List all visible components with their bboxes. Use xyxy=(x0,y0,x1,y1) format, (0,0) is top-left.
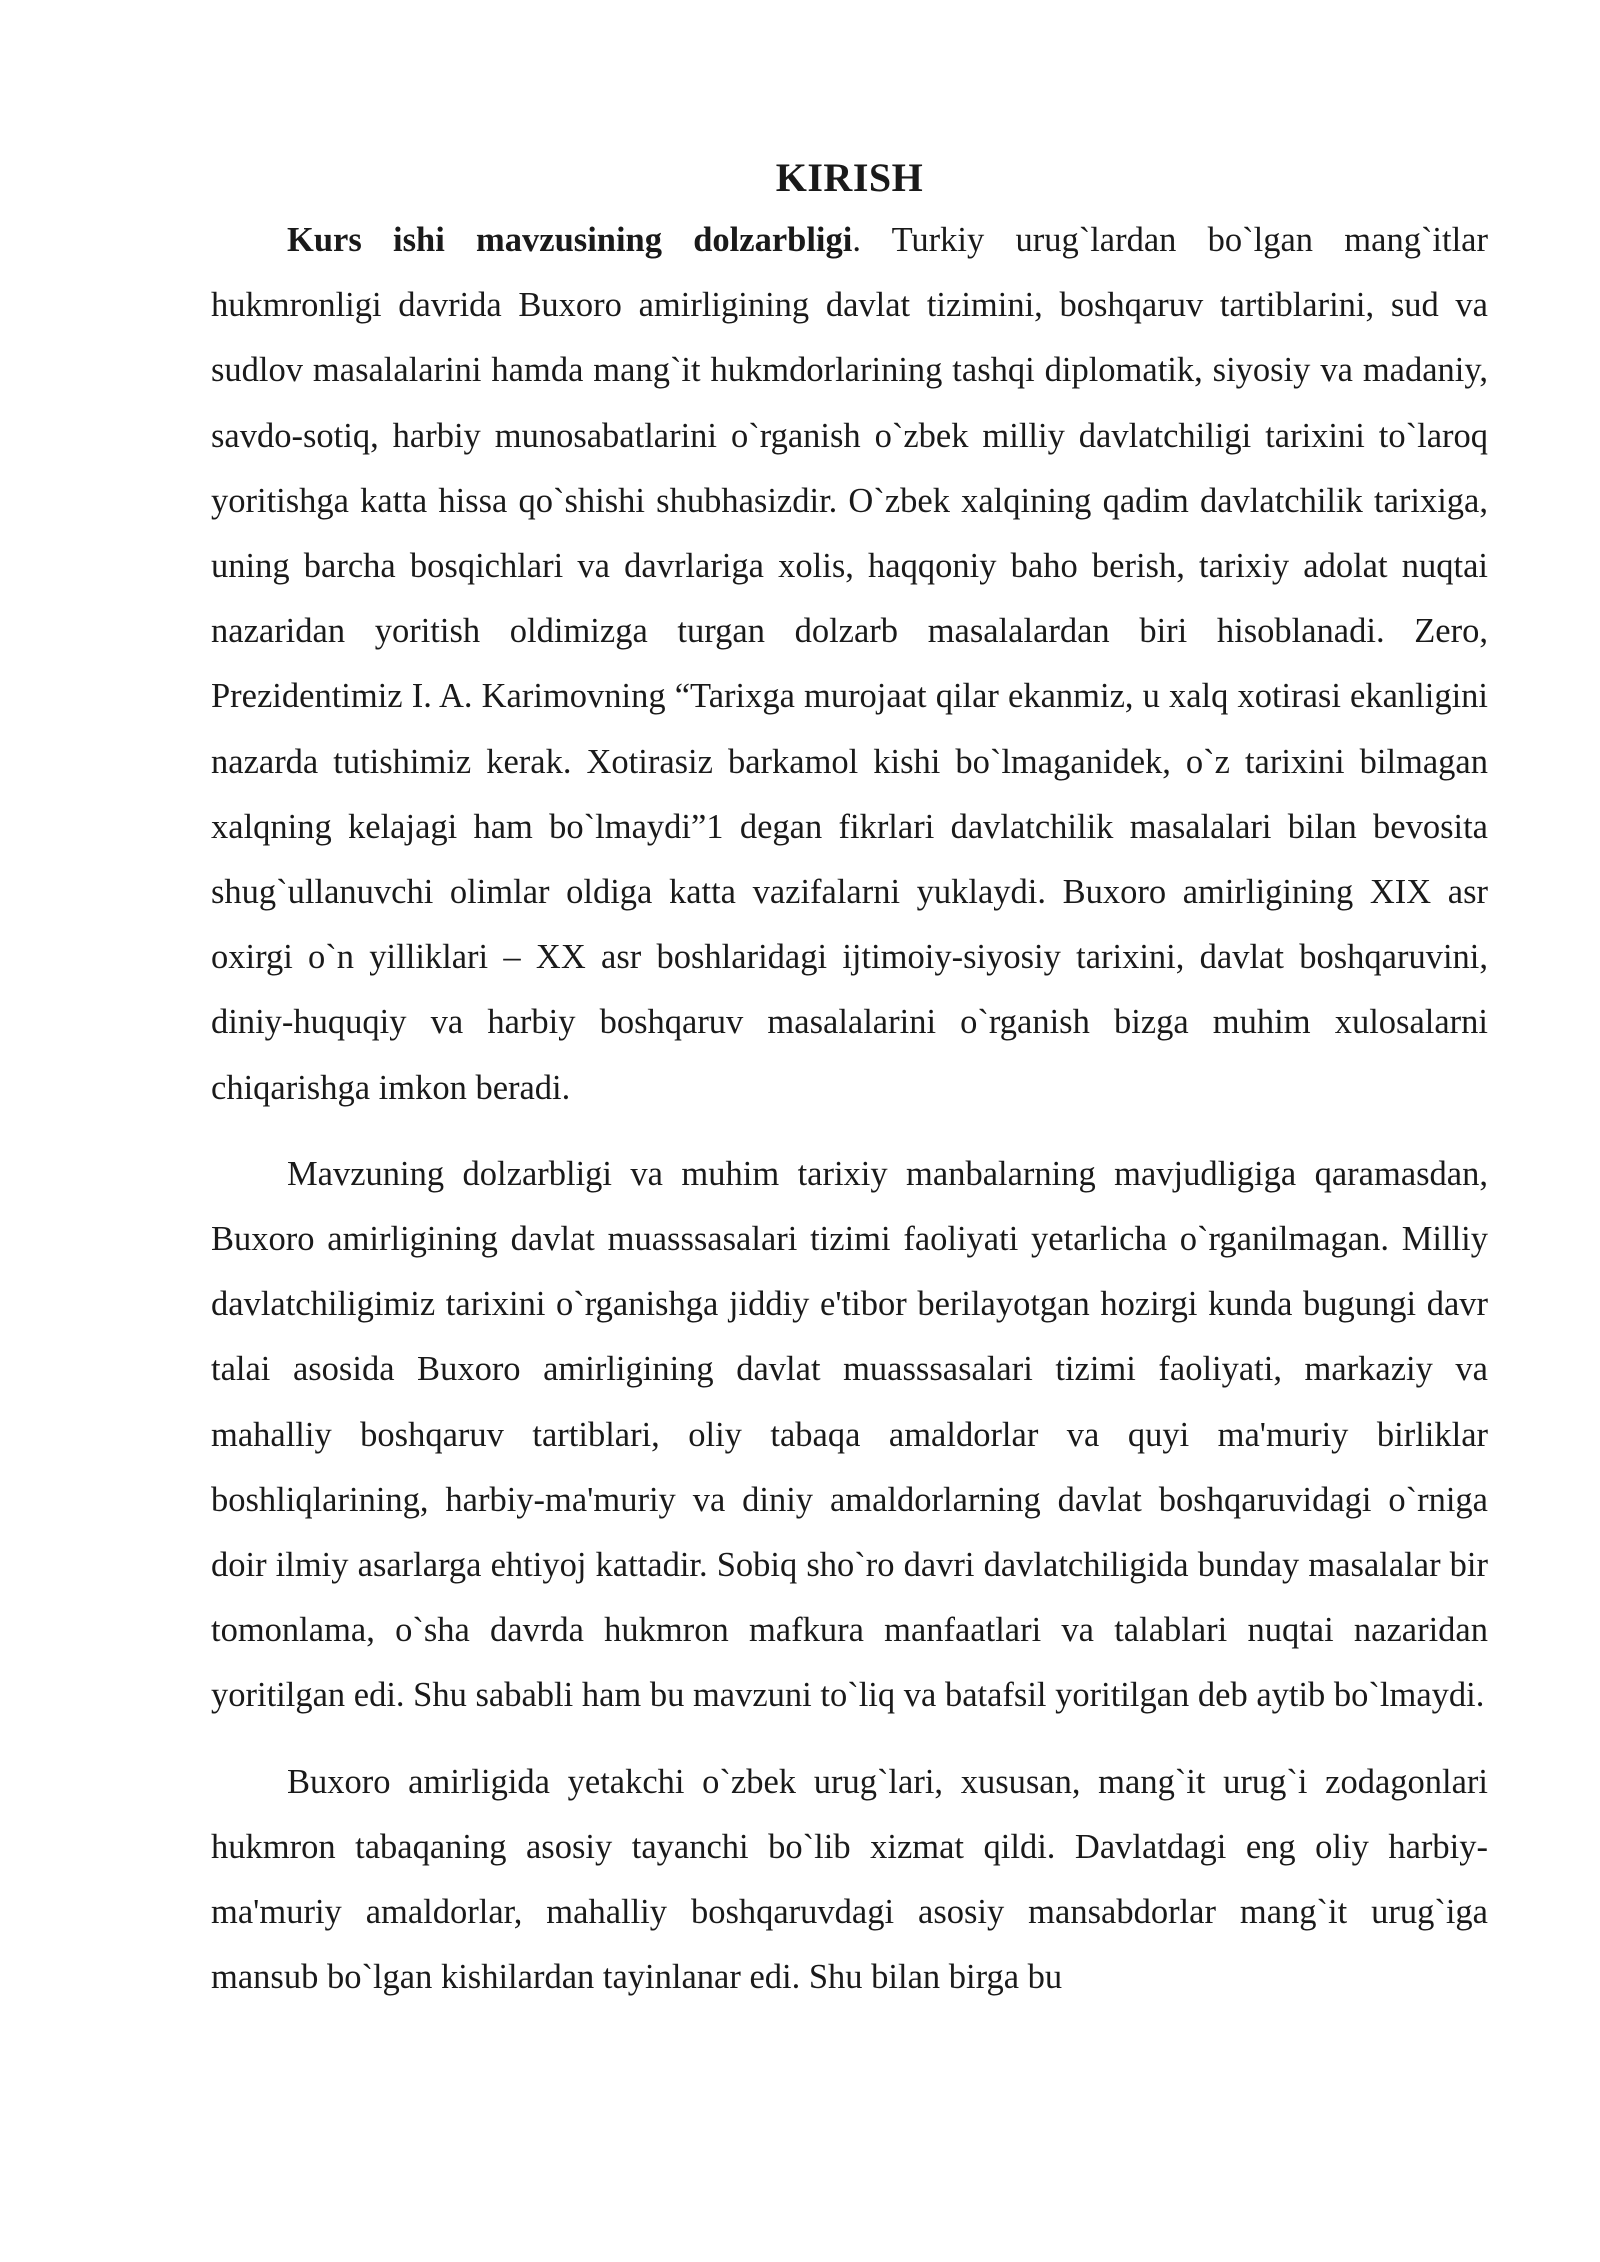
paragraph-lead: Kurs ishi mavzusining dolzarbligi xyxy=(287,221,853,259)
section-heading: KIRISH xyxy=(775,155,924,200)
paragraph-relevance xyxy=(211,208,1488,1121)
paragraph-text: . Turkiy urug`lardan bo`lgan mang`itlar hukmronligi davrida Buxoro amirligining davlat tizimini, boshqaruv tartiblarini, sud va sudlov masalalarini hamda mang`it hukmdorlarining tashqi diplomatik, siyosiy va madaniy, savdo-sotiq, harbiy munosabatlarini o`rganish o`zbek milliy davlatchiligi tarixini to`laroq yoritishga katta hissa qo`shishi shubhasizdir. O`zbek xalqining qadim davlatchilik tarixiga, uning barcha bosqichlari va davrlariga xolis, haqqoniy baho berish, tarixiy adolat nuqtai nazaridan yoritish oldimizga turgan dolzarb masalalardan biri hisoblanadi. Zero, Prezidentimiz I. A. Karimovning “Tarixga murojaat qilar ekanmiz, u xalq xotirasi ekanligini nazarda tutishimiz kerak. Xotirasiz barkamol kishi bo`lmaganidek, o`z tarixini bilmagan xalqning kelajagi ham bo`lmaydi”1 degan fikrlari davlatchilik masalalari bilan bevosita shug`ullanuvchi olimlar oldiga katta vazifalarni yuklaydi. Buxoro amirligining XIX asr oxirgi o`n yilliklari – XX asr boshlaridagi ijtimoiy-siyosiy tarixini, davlat boshqaruvini, diniy-huquqiy va harbiy boshqaruv masalalarini o`rganish bizga muhim xulosalarni chiqarishga imkon beradi. xyxy=(211,221,1488,1107)
document-page xyxy=(211,150,1488,2010)
paragraph-mangit-clans: Buxoro amirligida yetakchi o`zbek urug`lari, xususan, mang`it urug`i zodagonlari hukmron tabaqaning asosiy tayanchi bo`lib xizmat qildi. Davlatdagi eng oliy harbiy-ma'muriy amaldorlar, mahalliy boshqaruvdagi asosiy mansabdorlar mang`it urug`iga mansub bo`lgan kishilardan tayinlanar edi. Shu bilan birga bu xyxy=(211,1762,1488,1997)
paragraph-study-state: Mavzuning dolzarbligi va muhim tarixiy manbalarning mavjudligiga qaramasdan, Buxoro amirligining davlat muasssasalari tizimi faoliyati yetarlicha o`rganilmagan. Milliy davlatchiligimiz tarixini o`rganishga jiddiy e'tibor berilayotgan hozirgi kunda bugungi davr talai asosida Buxoro amirligining davlat muasssasalari tizimi faoliyati, markaziy va mahalliy boshqaruv tartiblari, oliy tabaqa amaldorlar va quyi ma'muriy birliklar boshliqlarining, harbiy-ma'muriy va diniy amaldorlarning davlat boshqaruvidagi o`rniga doir ilmiy asarlarga ehtiyoj kattadir. Sobiq sho`ro davri davlatchiligida bunday masalalar bir tomonlama, o`sha davrda hukmron mafkura manfaatlari va talablari nuqtai nazaridan yoritilgan edi. Shu sababli ham bu mavzuni to`liq va batafsil yoritilgan deb aytib bo`lmaydi. xyxy=(211,1154,1488,1715)
